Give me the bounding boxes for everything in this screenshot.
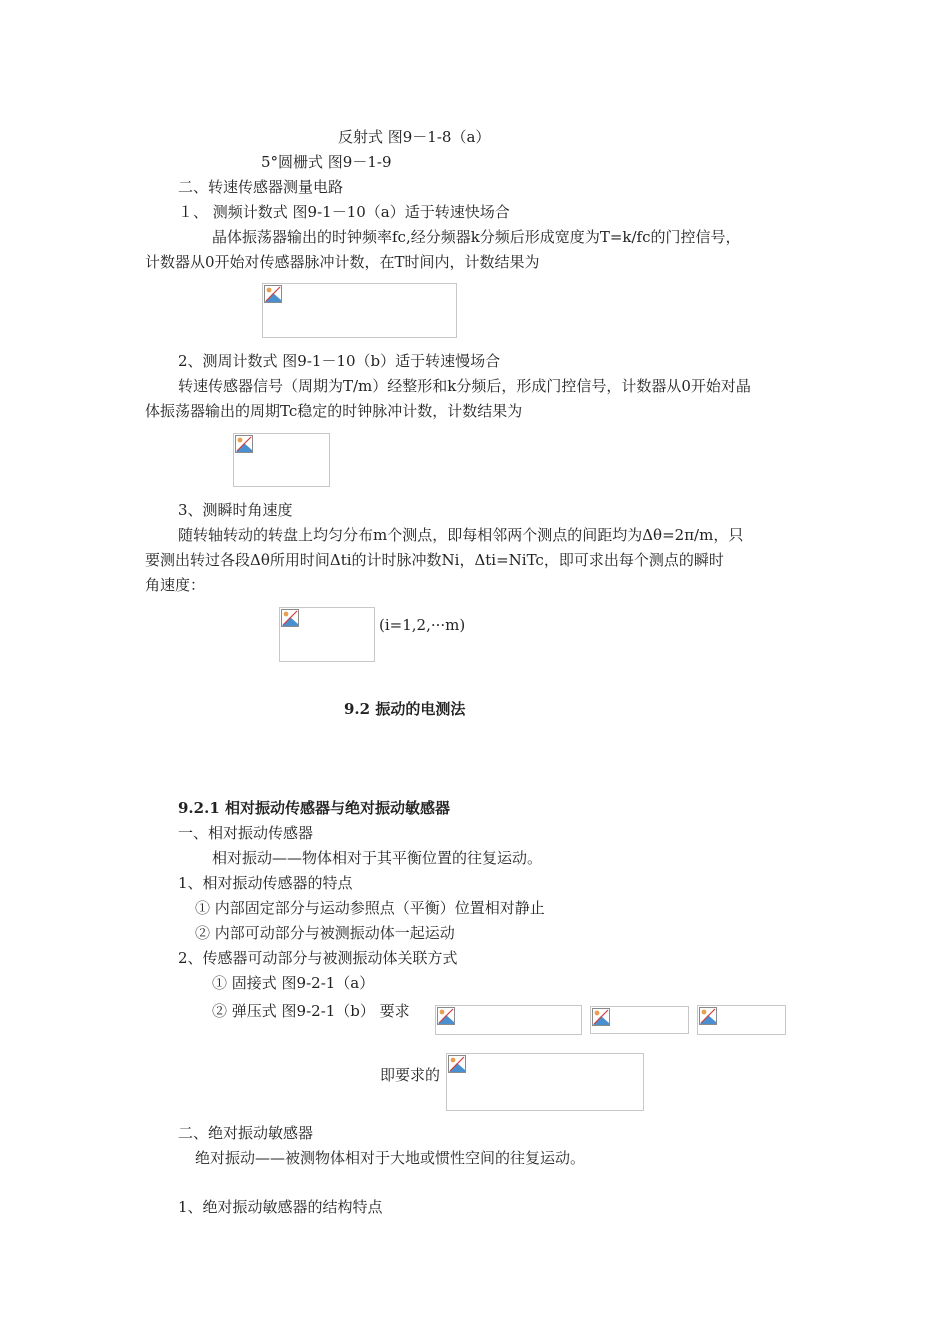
broken-image-icon <box>281 609 299 627</box>
equation-image <box>446 1053 644 1111</box>
broken-image-icon <box>264 285 282 303</box>
text-line: 反射式 图9－1-8（a） <box>338 128 491 146</box>
equation-image <box>279 607 375 662</box>
broken-image-icon <box>437 1007 455 1025</box>
broken-image-icon <box>592 1008 610 1026</box>
text-line: 绝对振动——被测物体相对于大地或惯性空间的往复运动。 <box>195 1149 586 1167</box>
equation-image <box>590 1006 689 1034</box>
text-line: 2、测周计数式 图9-1－10（b）适于转速慢场合 <box>178 352 501 370</box>
text-line: (i=1,2,···m) <box>379 616 466 634</box>
section-heading: 二、转速传感器测量电路 <box>178 178 344 196</box>
broken-image-icon <box>235 435 253 453</box>
text-line: 计数器从0开始对传感器脉冲计数，在T时间内，计数结果为 <box>145 253 540 271</box>
equation-image <box>233 433 330 487</box>
broken-image-icon <box>448 1055 466 1073</box>
section-title: 9.2 振动的电测法 <box>344 700 466 718</box>
text-line: 要测出转过各段Δθ所用时间Δti的计时脉冲数Ni，Δti=NiTc，即可求出每个测点的瞬时 <box>145 551 724 569</box>
text-line: 一、相对振动传感器 <box>178 824 314 842</box>
text-line: 5°圆栅式 图9－1-9 <box>261 153 392 171</box>
text-line: 3、测瞬时角速度 <box>178 501 293 519</box>
subsection-title: 9.2.1 相对振动传感器与绝对振动敏感器 <box>178 799 450 817</box>
text-line: １、 测频计数式 图9-1－10（a）适于转速快场合 <box>178 203 510 221</box>
equation-image <box>262 283 457 338</box>
text-line: 1、绝对振动敏感器的结构特点 <box>178 1198 383 1216</box>
broken-image-icon <box>699 1007 717 1025</box>
equation-image <box>697 1005 786 1035</box>
text-line: ① 内部固定部分与运动参照点（平衡）位置相对静止 <box>195 899 545 917</box>
equation-image <box>435 1005 582 1035</box>
text-line: 1、相对振动传感器的特点 <box>178 874 353 892</box>
text-line: 晶体振荡器输出的时钟频率fc,经分频器k分频后形成宽度为T=k/fc的门控信号， <box>212 228 741 246</box>
text-line: ① 固接式 图9-2-1（a） <box>212 974 375 992</box>
text-line: 角速度： <box>145 576 206 594</box>
text-line: 相对振动——物体相对于其平衡位置的往复运动。 <box>212 849 543 867</box>
text-line: 转速传感器信号（周期为T/m）经整形和k分频后，形成门控信号，计数器从0开始对晶 <box>178 377 751 395</box>
text-line: ② 内部可动部分与被测振动体一起运动 <box>195 924 455 942</box>
text-line: 体振荡器输出的周期Tc稳定的时钟脉冲计数，计数结果为 <box>145 402 523 420</box>
text-line: 随转轴转动的转盘上均匀分布m个测点，即每相邻两个测点的间距均为Δθ=2π/m，只 <box>178 526 744 544</box>
text-line: 2、传感器可动部分与被测振动体关联方式 <box>178 949 458 967</box>
text-line: ② 弹压式 图9-2-1（b） 要求 <box>212 1002 410 1020</box>
text-line: 二、绝对振动敏感器 <box>178 1124 314 1142</box>
text-line: 即要求的 <box>380 1066 441 1084</box>
